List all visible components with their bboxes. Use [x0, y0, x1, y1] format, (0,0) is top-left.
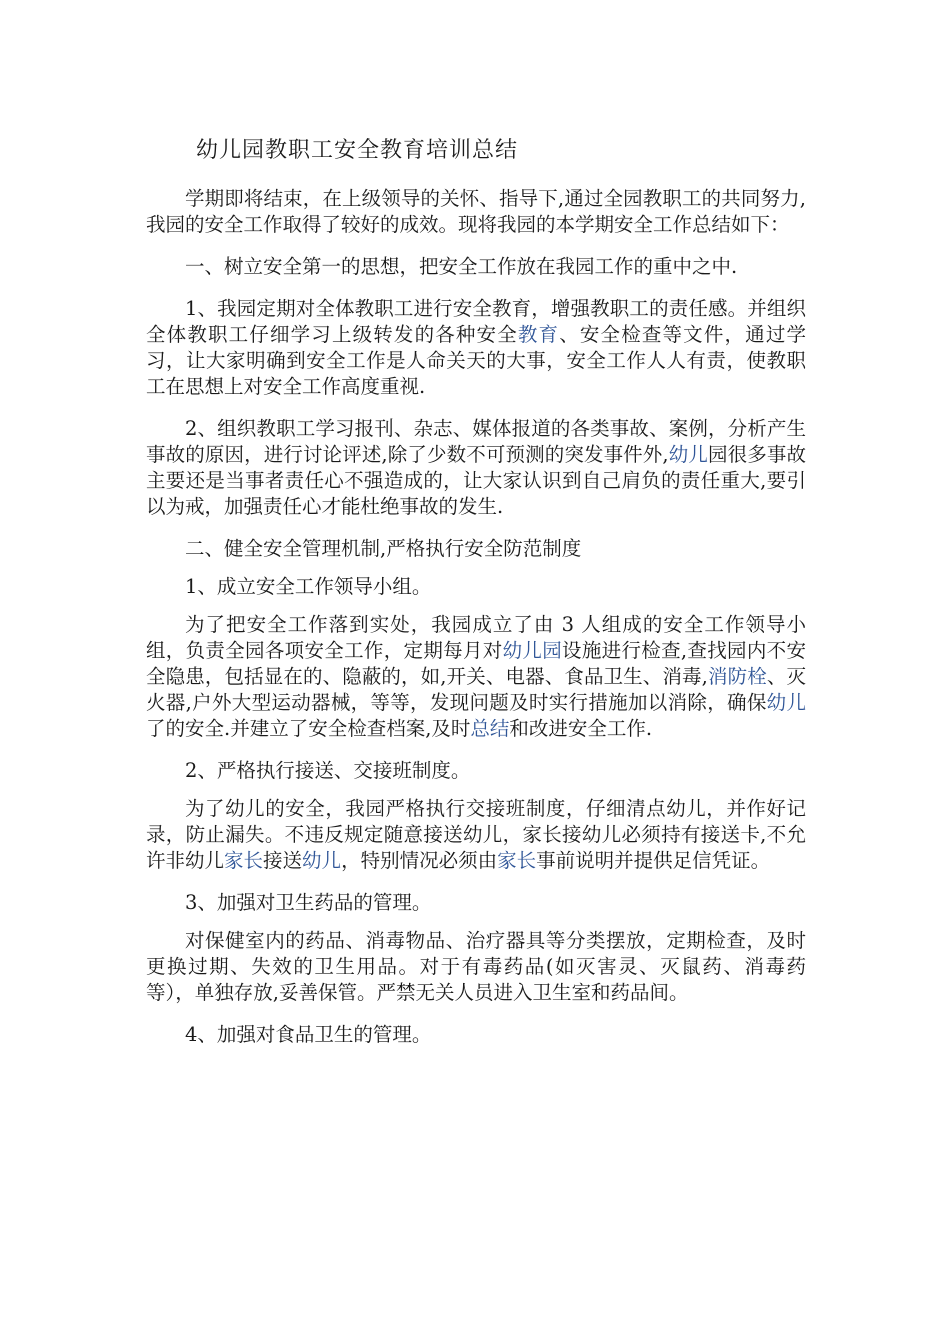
paragraph-text: 和改进安全工作.	[509, 717, 653, 740]
document-body	[146, 186, 806, 1060]
paragraph-item-2-3-heading	[146, 890, 806, 916]
paragraph-text: 4、加强对食品卫生的管理。	[185, 1023, 432, 1046]
paragraph-section-2-heading	[146, 536, 806, 562]
paragraph-text: 对保健室内的药品、消毒物品、治疗器具等分类摆放，定期检查，及时更换过期、失效的卫生用品。对于有毒药品(如灭害灵、灭鼠药、消毒药等），单独存放,妥善保管。严禁无关人员进入卫生室和药品间。	[146, 929, 806, 1004]
paragraph-item-1-1	[146, 296, 806, 400]
inline-link[interactable]: 幼儿园	[502, 639, 563, 662]
paragraph-text: 、灭火器,户外大型运动器械，等等，发现问题及时实行措施加以消除，确保	[146, 665, 806, 714]
inline-link[interactable]: 消防栓	[707, 665, 767, 688]
inline-link[interactable]: 家长	[497, 849, 537, 872]
inline-link[interactable]: 幼儿	[668, 443, 708, 466]
paragraph-text: 了的安全.并建立了安全检查档案,及时	[146, 717, 471, 740]
paragraph-text: 3、加强对卫生药品的管理。	[185, 891, 432, 914]
paragraph-text: 接送	[263, 849, 303, 872]
paragraph-item-2-2-heading	[146, 758, 806, 784]
paragraph-text: 一、树立安全第一的思想，把安全工作放在我园工作的重中之中.	[185, 255, 738, 278]
paragraph-item-2-3-body	[146, 928, 806, 1006]
inline-link[interactable]: 教育	[517, 323, 560, 346]
inline-link[interactable]: 总结	[470, 717, 510, 740]
paragraph-item-2-2-body	[146, 796, 806, 874]
inline-link[interactable]: 幼儿	[302, 849, 342, 872]
paragraph-text: 1、我园定期对全体教职工进行安全教育，增强教职工的责任感。并组织全体教职工仔细学习上级转发的各种安全	[146, 297, 806, 346]
paragraph-item-2-1-heading	[146, 574, 806, 600]
paragraph-text: 1、成立安全工作领导小组。	[185, 575, 432, 598]
paragraph-section-1-heading	[146, 254, 806, 280]
paragraph-text: 二、健全安全管理机制,严格执行安全防范制度	[185, 537, 582, 560]
paragraph-text: 、安全检查等文件，通过学习，让大家明确到安全工作是人命关天的大事，安全工作人人有责，使教职工在思想上对安全工作高度重视.	[146, 323, 806, 398]
paragraph-text: 事前说明并提供足信凭证。	[536, 849, 771, 872]
inline-link[interactable]: 家长	[224, 849, 264, 872]
paragraph-text: 设施进行检查,查找园内不安全隐患，包括显在的、隐蔽的，如,开关、电器、食品卫生、消毒,	[146, 639, 806, 688]
paragraph-item-1-2	[146, 416, 806, 520]
paragraph-text: 2、严格执行接送、交接班制度。	[185, 759, 471, 782]
inline-link[interactable]: 幼儿	[766, 691, 806, 714]
paragraph-item-2-4-heading	[146, 1022, 806, 1048]
paragraph-intro	[146, 186, 806, 238]
paragraph-item-2-1-body	[146, 612, 806, 742]
paragraph-text: 学期即将结束，在上级领导的关怀、指导下,通过全园教职工的共同努力,我园的安全工作取得了较好的成效。现将我园的本学期安全工作总结如下：	[146, 187, 806, 236]
paragraph-text: 为了把安全工作落到实处，我园成立了由 3 人组成的安全工作领导小组，负责全园各项安全工作，定期每月对	[146, 613, 806, 662]
paragraph-text: 2、组织教职工学习报刊、杂志、媒体报道的各类事故、案例，分析产生事故的原因，进行讨论评述,除了少数不可预测的突发事件外,	[146, 417, 806, 466]
paragraph-text: 园很多事故主要还是当事者责任心不强造成的，让大家认识到自己肩负的责任重大,要引以为戒，加强责任心才能杜绝事故的发生.	[146, 443, 806, 518]
document-title: 幼儿园教职工安全教育培训总结	[196, 138, 519, 163]
paragraph-text: ，特别情况必须由	[341, 849, 498, 872]
paragraph-text: 为了幼儿的安全，我园严格执行交接班制度，仔细清点幼儿，并作好记录，防止漏失。不违反规定随意接送幼儿，家长接幼儿必须持有接送卡,不允许非幼儿	[146, 797, 806, 872]
